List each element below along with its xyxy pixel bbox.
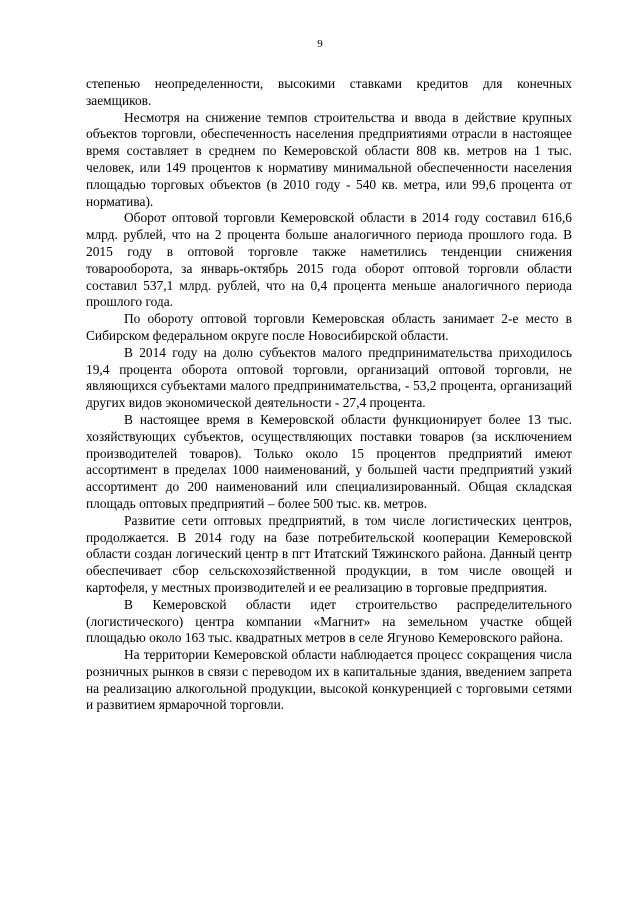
paragraph: В Кемеровской области идет строительство распределительного (логистического) центра компании «Магнит» на земельном участке общей площадью около 163 тыс. квадратных метров в селе Ягуново Кемеровского района.: [86, 596, 572, 646]
paragraph: По обороту оптовой торговли Кемеровская область занимает 2-е место в Сибирском федеральном округе после Новосибирской области.: [86, 311, 572, 343]
paragraph: Оборот оптовой торговли Кемеровской области в 2014 году составил 616,6 млрд. рублей, что на 2 процента больше аналогичного периода прошлого года. В 2015 году в оптовой торговле также наметились тенденции снижения товарооборота, за январь-октябрь 2015 года оборот оптовой торговли области составил 537,1 млрд. рублей, что на 0,4 процента меньше аналогичного периода прошлого года.: [86, 210, 572, 310]
paragraph: В 2014 году на долю субъектов малого предпринимательства приходилось 19,4 процента оборота оптовой торговли, организаций оптовой торговли, не являющихся субъектами малого предпринимательства, - 53,2 процента, организаций других видов экономической деятельности - 27,4 процента.: [86, 344, 572, 411]
paragraph: Развитие сети оптовых предприятий, в том числе логистических центров, продолжается. В 2014 году на базе потребительской кооперации Кемеровской области создан логический центр в пгт Итатский Тяжинского района. Данный центр обеспечивает сбор сельскохозяйственной продукции, в том числе овощей и картофеля, у местных производителей и ее реализацию в торговые предприятия.: [86, 512, 572, 595]
body-text: [86, 76, 572, 714]
paragraph: На территории Кемеровской области наблюдается процесс сокращения числа розничных рынков в связи с переводом их в капитальные здания, введением запрета на реализацию алкогольной продукции, высокой конкуренцией с торговыми сетями и развитием ярмарочной торговли.: [86, 647, 572, 713]
paragraph: Несмотря на снижение темпов строительства и ввода в действие крупных объектов торговли, обеспеченность населения предприятиями отрасли в настоящее время составляет в среднем по Кемеровской области 808 кв. метров на 1 тыс. человек, или 149 процентов к нормативу минимальной обеспеченности населения площадью торговых объектов (в 2010 году - 540 кв. метра, или 99,6 процента от норматива).: [86, 109, 572, 209]
paragraph: В настоящее время в Кемеровской области функционирует более 13 тыс. хозяйствующих субъектов, осуществляющих поставки товаров (за исключением производителей товаров). Только около 15 процентов предприятий имеют ассортимент в пределах 1000 наименований, у большей части предприятий узкий ассортимент до 200 наименований или специализированный. Общая складская площадь оптовых предприятий – более 500 тыс. кв. метров.: [86, 411, 572, 511]
page-number: 9: [317, 38, 323, 50]
paragraph-continuation: степенью неопределенности, высокими ставками кредитов для конечных заемщиков.: [86, 76, 572, 108]
